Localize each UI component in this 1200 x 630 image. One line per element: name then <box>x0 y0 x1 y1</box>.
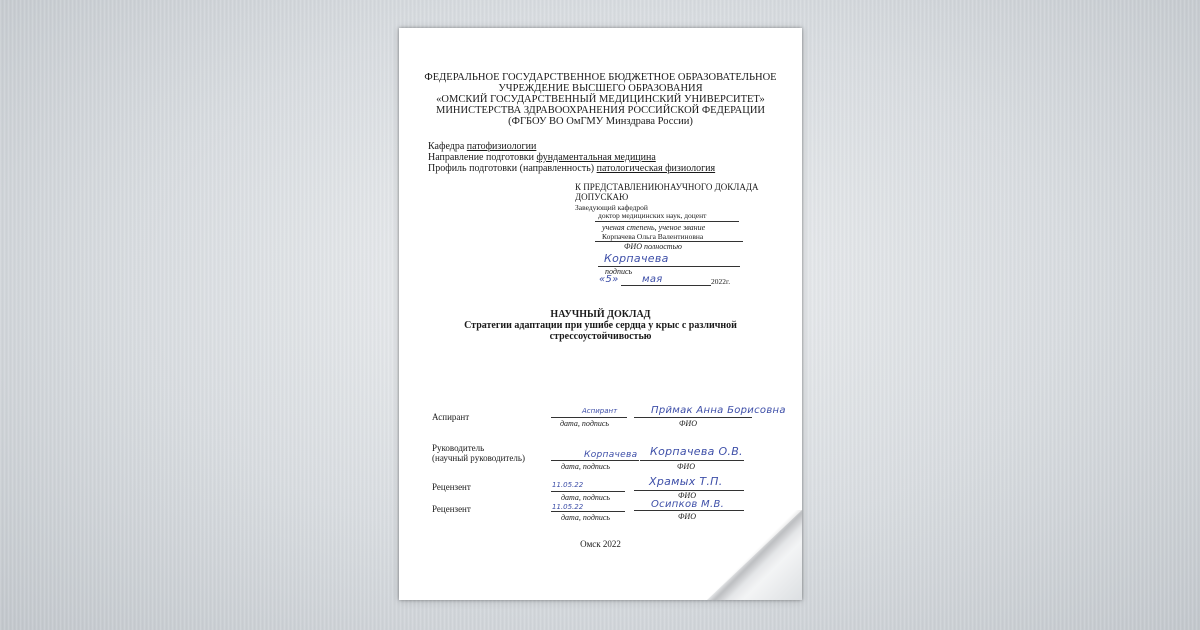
leader-label-1: Руководитель <box>432 443 485 453</box>
aspirant-sign-line <box>551 417 627 418</box>
profile-row <box>428 163 715 174</box>
leader-name: Корпачева О.В. <box>650 445 743 458</box>
page-curl-shadow <box>707 510 802 600</box>
aspirant-label: Аспирант <box>432 412 470 422</box>
reviewer-1-sign-line <box>551 491 625 492</box>
approver-signature: Корпачева <box>604 252 669 265</box>
header-line-3: «ОМСКИЙ ГОСУДАРСТВЕННЫЙ МЕДИЦИНСКИЙ УНИВЕРСИТЕТ» <box>436 94 765 105</box>
leader-label-2: (научный руководитель) <box>432 453 525 463</box>
profile-label: Профиль подготовки (направленность) <box>428 163 595 174</box>
leader-name-line <box>640 460 744 461</box>
header-line-5: (ФГБОУ ВО ОмГМУ Минздрава России) <box>508 116 693 127</box>
leader-sign-line <box>551 460 639 461</box>
aspirant-fio-caption: ФИО <box>679 419 697 428</box>
leader-date-caption: дата, подпись <box>561 462 611 471</box>
approval-line-2: ДОПУСКАЮ <box>575 192 629 202</box>
approval-date-year: 2022г. <box>711 277 731 286</box>
direction-value: фундаментальная медицина <box>536 152 656 163</box>
name-caption: ФИО полностью <box>624 242 682 251</box>
reviewer-1-date-caption: дата, подпись <box>561 493 611 502</box>
city-year: Омск 2022 <box>580 539 621 549</box>
leader-signature: Корпачева <box>584 450 638 460</box>
aspirant-signature: Аспирант <box>582 407 618 415</box>
report-subtitle-2: стрессоустойчивостью <box>549 331 652 342</box>
approval-date-month: мая <box>642 274 663 285</box>
reviewer-1-fio-caption: ФИО <box>678 491 696 500</box>
aspirant-date-caption: дата, подпись <box>560 419 610 428</box>
department-row <box>428 141 536 152</box>
reviewer-2-label: Рецензент <box>432 504 471 514</box>
header-line-1: ФЕДЕРАЛЬНОЕ ГОСУДАРСТВЕННОЕ БЮДЖЕТНОЕ ОБРАЗОВАТЕЛЬНОЕ <box>424 72 777 83</box>
approval-date-day: «5» <box>599 274 619 285</box>
department-label: Кафедра <box>428 141 465 152</box>
reviewer-2-fio-caption: ФИО <box>678 512 696 521</box>
reviewer-2-name: Осипков М.В. <box>651 499 725 510</box>
approver-name: Корпачева Ольга Валентиновна <box>602 232 704 241</box>
document-page <box>399 28 802 600</box>
aspirant-name-line <box>634 417 752 418</box>
reviewer-1-date: 11.05.22 <box>552 481 584 489</box>
report-subtitle-1: Стратегии адаптации при ушибе сердца у крыс с различной <box>464 320 737 331</box>
leader-fio-caption: ФИО <box>677 462 695 471</box>
degree-caption: ученая степень, ученое звание <box>602 223 706 232</box>
reviewer-2-sign-line <box>551 511 625 512</box>
aspirant-name: Прймак Анна Борисовна <box>651 405 786 416</box>
reviewer-2-date: 11.05.22 <box>552 503 584 511</box>
approval-line-1: К ПРЕДСТАВЛЕНИЮНАУЧНОГО ДОКЛАДА <box>575 182 759 192</box>
date-underline <box>621 285 711 286</box>
reviewer-1-label: Рецензент <box>432 482 471 492</box>
approval-line-3: Заведующий кафедрой <box>575 203 648 212</box>
signature-caption: подпись <box>605 267 633 276</box>
header-line-4: МИНИСТЕРСТВА ЗДРАВООХРАНЕНИЯ РОССИЙСКОЙ ФЕДЕРАЦИИ <box>435 105 765 116</box>
degree-underline <box>595 221 739 222</box>
direction-label: Направление подготовки <box>428 152 535 163</box>
reviewer-2-date-caption: дата, подпись <box>561 513 611 522</box>
profile-value: патологическая физиология <box>596 163 716 174</box>
department-value: патофизиологии <box>466 141 537 152</box>
direction-row <box>428 152 656 163</box>
header-line-2: УЧРЕЖДЕНИЕ ВЫСШЕГО ОБРАЗОВАНИЯ <box>498 83 703 94</box>
approver-degree: доктор медицинских наук, доцент <box>598 211 707 220</box>
report-heading: НАУЧНЫЙ ДОКЛАД <box>550 309 651 320</box>
reviewer-1-name: Храмых Т.П. <box>649 475 723 488</box>
